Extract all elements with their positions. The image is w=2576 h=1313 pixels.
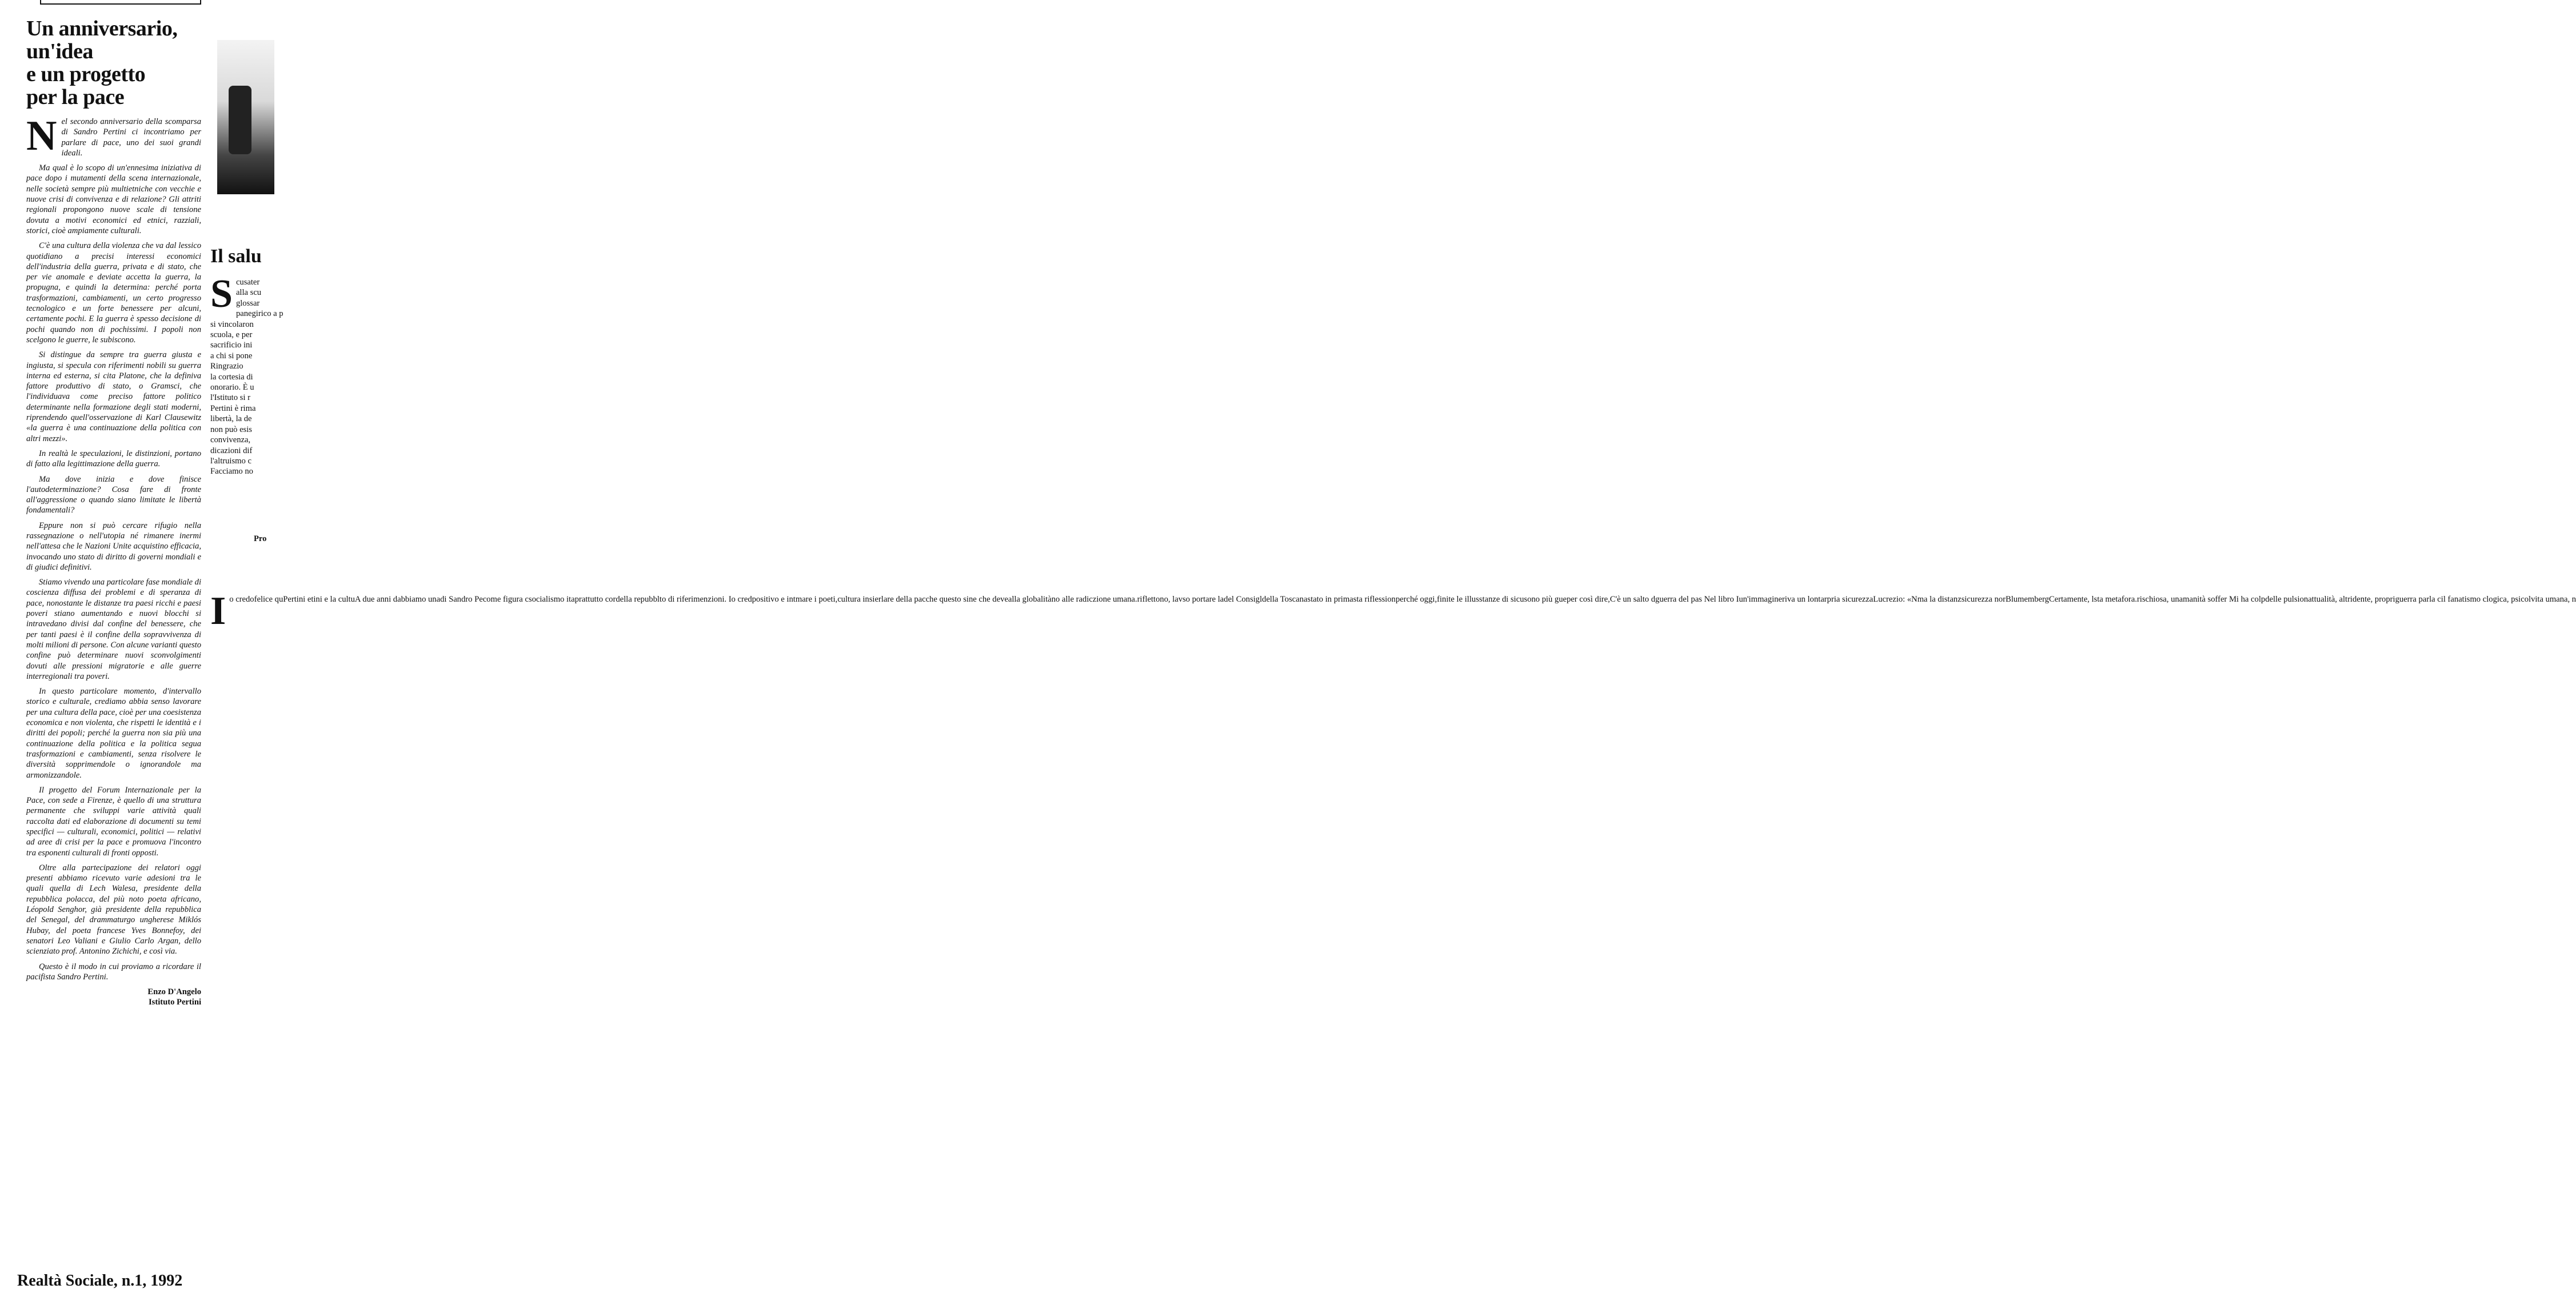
adjacent-text-2-line: sta metafora. <box>2094 595 2137 604</box>
adjacent-text-line: a chi si pone <box>210 351 253 361</box>
adjacent-text-2-line: pria sicurezza <box>1827 595 1874 604</box>
adjacent-text-line: onorario. È u <box>210 383 254 393</box>
adjacent-text-2-line: Pertini e <box>283 595 311 604</box>
paragraph-5: In realtà le speculazioni, le distinzioni, portano di fatto alla legittimazione della guerra. <box>26 449 201 469</box>
publication-footer: Realtà Sociale, n.1, 1992 <box>17 1272 183 1290</box>
adjacent-text-2-line: o credo <box>229 595 254 604</box>
adjacent-text-line: non può esis <box>210 425 252 434</box>
adjacent-text-2-line: abbiamo una <box>397 595 441 604</box>
adjacent-text-2-line: guerra parla c <box>2395 595 2441 604</box>
frame-bottom-edge <box>40 3 201 5</box>
adjacent-headline: Il salu <box>210 246 262 267</box>
paragraph-7: Eppure non si può cercare rifugio nella rassegnazione o nell'utopia né rimanere inermi nell'attesa che le Nazioni Unite acquistino efficacia, invocando uno stato di diritto di governi mondiali e di giudici definitivi. <box>26 521 201 572</box>
adjacent-drop-cap-2: I <box>210 589 226 633</box>
adjacent-text-2-line: della repubbl <box>616 595 660 604</box>
adjacent-text-2-line: ne che deve <box>968 595 1008 604</box>
paragraph-6: Ma dove inizia e dove finisce l'autodeterminazione? Cosa fare di fronte all'aggressione o quando siano limitate le libertà fondamentali? <box>26 474 201 515</box>
adjacent-text-2-line: no alle radic <box>1051 595 1093 604</box>
adjacent-text-2-line: sta riflession <box>1353 595 1396 604</box>
adjacent-text-line: Facciamo no <box>210 467 253 477</box>
paragraph-12: Questo è il modo in cui proviamo a ricordare il pacifista Sandro Pertini. <box>26 962 201 982</box>
adjacent-text-2-line: positivo e int <box>752 595 796 604</box>
adjacent-text-2-line: prattutto cor <box>574 595 616 604</box>
adjacent-text-line: convivenza, <box>210 435 251 445</box>
adjacent-text-2-line: riflettono, lav <box>1137 595 1183 604</box>
adjacent-text-2-line: so portare la <box>1183 595 1224 604</box>
adjacent-text-line: alla scu <box>235 288 262 298</box>
adjacent-byline: Pro <box>254 534 267 543</box>
paragraph-4: Si distingue da sempre tra guerra giusta e ingiusta, si specula con riferimenti nobili su guerra interna ed esterna, si cita Platone, che la definiva fattore produttivo di stato, o Gramsci, che l'individuava come preciso fattore politico determinante nella formazione degli stati moderni, riprendendo quell'osservazione di Karl Clausewitz «la guerra è una continuazione della politica con altri mezzi». <box>26 350 201 443</box>
paragraph-1: Nel secondo anniversario della scomparsa di Sandro Pertini ci incontriamo per parlare di pace, uno dei suoi grandi ideali. <box>26 113 201 159</box>
adjacent-text-line: cusater <box>235 278 260 287</box>
adjacent-text-2-line: logica, psicol <box>2486 595 2531 604</box>
adjacent-text-2-line: che questo si <box>925 595 969 604</box>
adjacent-text-2-line: per così dire, <box>1566 595 1610 604</box>
adjacent-text-2-line: lare della pac <box>881 595 926 604</box>
main-article <box>26 17 201 1007</box>
adjacent-text-2-line: socialismo ita <box>528 595 575 604</box>
adjacent-text-2-line: come figura c <box>482 595 529 604</box>
paragraph-11: Oltre alla partecipazione dei relatori oggi presenti abbiamo ricevuto varie adesioni tra le quali quella di Lech Walesa, presidente della repubblica polacca, del più noto poeta africano, Léopold Senghor, già presidente della repubblica del Senegal, del drammaturgo ungherese Miklós Hubay, del poeta francese Yves Bonnefoy, dei senatori Leo Valiani e Giulio Carlo Argan, dello scienziato prof. Antonino Zichichi, e così via. <box>26 863 201 956</box>
headline-line-1: Un anniversario, <box>26 17 178 41</box>
adjacent-text-2-line: Blumemberg <box>2005 595 2049 604</box>
adjacent-text-2-line: perché oggi, <box>1395 595 1437 604</box>
adjacent-text-2-line: di Sandro Pe <box>440 595 483 604</box>
adjacent-text-2-line: ma la distanz <box>1917 595 1962 604</box>
portrait-figure <box>229 86 251 154</box>
portrait-photo <box>217 40 274 194</box>
adjacent-text-2-line: tini e la cultu <box>311 595 355 604</box>
adjacent-text-2-line: zione umana. <box>1092 595 1137 604</box>
adjacent-text-line: libertà, la de <box>210 414 252 424</box>
paragraph-9: In questo particolare momento, d'intervallo storico e culturale, crediamo abbia senso lavorare per una cultura della pace, cioè per una coesistenza economica e non violenta, che rispetti le identità e i diritti dei popoli; perché la guerra non sia più una continuazione della politica e la politica segua trasformazioni e cambiamenti, senza risolvere le diversità sopprimendole o ignorandole ma armonizzandole. <box>26 687 201 780</box>
adjacent-text-2-line: un'immagine <box>1739 595 1782 604</box>
adjacent-text-line: Ringrazio <box>210 362 243 371</box>
signature-author: Enzo D'Angelo <box>147 987 201 997</box>
adjacent-text-line: sacrificio ini <box>210 341 253 350</box>
adjacent-text-line: l'Istituto si r <box>210 393 250 403</box>
article-headline <box>26 17 201 109</box>
adjacent-article-cropped <box>210 0 2576 1257</box>
adjacent-text-2-line: attualità, altri <box>2308 595 2353 604</box>
adjacent-text-2-line: A due anni d <box>354 595 398 604</box>
adjacent-text-block-2 <box>210 589 2576 633</box>
adjacent-text-2-line: alla globalità <box>1008 595 1052 604</box>
adjacent-text-2-line: riva un lontar <box>1782 595 1827 604</box>
adjacent-text-2-line: vita umana, n <box>2531 595 2576 604</box>
paragraph-3: C'è una cultura della violenza che va dal lessico quotidiano a precisi interessi economici dell'industria della guerra, privata e di stato, che per vie anomale e deviate accetta la guerra, la propugna, e quindi la determina: perché porta trasformazioni, cambiamenti, un certo progresso tecnologico e un forte benessere per alcuni, certamente pochi. E la guerra è spesso decisione di pochi quando non di pochissimi. I popoli non scelgono le guerre, le subiscono. <box>26 241 201 345</box>
adjacent-text-line: si vincolaron <box>210 319 254 329</box>
adjacent-text-line: la cortesia di <box>210 372 253 382</box>
adjacent-text-2-line: guerra del pas <box>1655 595 1702 604</box>
article-signature <box>26 987 201 1007</box>
adjacent-text-2-line: del Consigl <box>1224 595 1263 604</box>
adjacent-text-line: dicazioni dif <box>210 446 253 455</box>
adjacent-text-2-line: C'è un salto d <box>1609 595 1656 604</box>
adjacent-text-2-line: il fanatismo c <box>2441 595 2487 604</box>
headline-line-3: e un progetto <box>26 62 146 86</box>
adjacent-text-line: Pertini è rima <box>210 403 256 413</box>
adjacent-text-2-line: felice qu <box>254 595 283 604</box>
adjacent-text-2-line: Mi ha colp <box>2228 595 2266 604</box>
adjacent-text-2-line: stato in prima <box>1307 595 1353 604</box>
adjacent-text-2-line: Certamente, l <box>2048 595 2094 604</box>
adjacent-text-2-line: sicurezza nor <box>1961 595 2006 604</box>
adjacent-text-2-line: rischiosa, una <box>2136 595 2183 604</box>
paragraph-2: Ma qual è lo scopo di un'ennesima iniziativa di pace dopo i mutamenti della scena internazionale, nelle società sempre più multietniche con vecchie e nuove crisi di convivenza e di relazione? Gli attriti regionali propongono nuove scale di tensione dovuta a motivi economici ed etnici, razziali, storici, cioè ampiamente culturali. <box>26 163 201 235</box>
signature-institution: Istituto Pertini <box>148 998 201 1007</box>
adjacent-text-2-line: mare i poeti, <box>795 595 838 604</box>
paragraph-8: Stiamo vivendo una particolare fase mondiale di coscienza diffusa dei problemi e di speranza di pace, nonostante le distanze tra paesi ricchi e paesi poveri stiano aumentando e nuovi blocchi si intravedano divisi dal confine del benessere, che per tanti paesi è il confine della sopravvivenza di molti milioni di persone. Con alcune varianti questo confine può determinare nuovi sconvolgimenti dovuti alle pressioni migratorie e alle guerre interregionali tra poveri. <box>26 578 201 681</box>
adjacent-text-2-line: zioni. Io cred <box>708 595 752 604</box>
adjacent-text-block-1 <box>210 272 342 477</box>
adjacent-text-2-line: Lucrezio: «N <box>1873 595 1918 604</box>
headline-line-2: un'idea <box>26 39 93 63</box>
adjacent-text-2-line: delle pulsion <box>2265 595 2309 604</box>
adjacent-text-2-line: finite le illus <box>1436 595 1479 604</box>
adjacent-text-2-line: Nel libro I <box>1704 595 1739 604</box>
adjacent-text-line: scuola, e per <box>210 330 253 340</box>
adjacent-text-2-line: sono più gue <box>1524 595 1567 604</box>
adjacent-text-2-line: manità soffer <box>2183 595 2227 604</box>
drop-cap: N <box>26 113 57 159</box>
adjacent-text-2-line: cultura insier <box>837 595 881 604</box>
adjacent-text-2-line: stanze di sicu <box>1479 595 1524 604</box>
adjacent-drop-cap: S <box>210 272 233 316</box>
paragraph-10: Il progetto del Forum Internazionale per la Pace, con sede a Firenze, è quello di una struttura permanente che sviluppi varie attività quali raccolta dati ed elaborazione di documenti su temi specifici — culturali, economici, politici — relativi ad aree di crisi per la pace e promuova l'incontro tra esponenti culturali di fronti opposti. <box>26 785 201 858</box>
adjacent-text-line: panegirico a p <box>235 309 283 319</box>
adjacent-text-line: l'altruismo c <box>210 456 251 466</box>
adjacent-text-2-line: dente, propri <box>2353 595 2395 604</box>
adjacent-text-2-line: to di riferimen <box>659 595 708 604</box>
article-body <box>26 113 201 1007</box>
adjacent-text-line: glossar <box>235 298 260 308</box>
adjacent-text-2-line: della Toscana <box>1262 595 1308 604</box>
headline-line-4: per la pace <box>26 85 125 109</box>
